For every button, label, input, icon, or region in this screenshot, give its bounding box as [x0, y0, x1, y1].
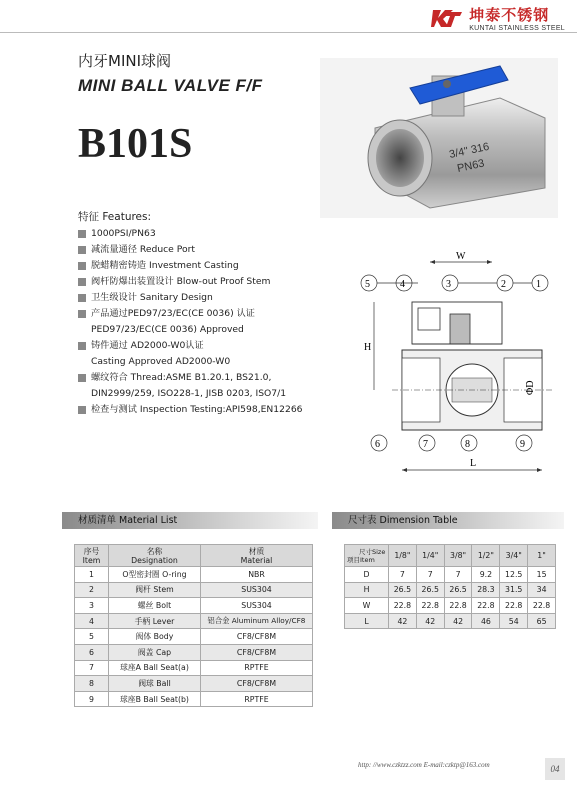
table-row: H 26.5 26.5 26.5 28.3 31.5 34: [345, 582, 556, 598]
page-number: 04: [545, 758, 565, 780]
dimension-table: [344, 544, 556, 629]
callout-3: 3: [446, 279, 451, 290]
table-row: 2 阀杆 Stem SUS304: [75, 582, 313, 598]
ball-valve-image: [320, 58, 558, 218]
brand-name-cn: 坤泰不锈钢: [469, 6, 550, 24]
header-size: 1/2": [472, 545, 500, 567]
table-row: 4 手柄 Lever 铝合金 Aluminum Alloy/CF8: [75, 613, 313, 629]
feature-item: Casting Approved AD2000-W0: [91, 356, 231, 367]
material-table: [74, 544, 313, 707]
brand-logo: [431, 4, 565, 32]
dim-d-label: ΦD: [525, 380, 536, 395]
product-photo: [320, 58, 558, 218]
feature-item: 卫生级设计 Sanitary Design: [78, 290, 303, 306]
feature-item: DIN2999/259, ISO228-1, JISB 0203, ISO7/1: [91, 388, 287, 399]
feature-item: 阀杆防爆出装置设计 Blow-out Proof Stem: [78, 274, 303, 290]
feature-item: 1000PSI/PN63: [78, 226, 303, 242]
table-row: W 22.8 22.8 22.8 22.8 22.8 22.8: [345, 598, 556, 614]
header-size: 1": [528, 545, 556, 567]
feature-item: 产品通过PED97/23/EC(CE 0036) 认证: [78, 306, 303, 322]
header-size: 3/8": [444, 545, 472, 567]
header-item: 序号 Item: [75, 545, 109, 567]
header-designation: 名称 Designation: [109, 545, 201, 567]
table-row: 6 阀盖 Cap CF8/CF8M: [75, 644, 313, 660]
feature-item: 脱蜡精密铸造 Investment Casting: [78, 258, 303, 274]
header-size: 1/8": [389, 545, 417, 567]
callout-9: 9: [520, 439, 525, 450]
features-list: [78, 226, 303, 418]
product-title-en: MINI BALL VALVE F/F: [78, 76, 263, 95]
cross-section-drawing: [352, 250, 564, 475]
header-material: 材质 Material: [201, 545, 313, 567]
callout-5: 5: [365, 279, 370, 290]
valve-marking-size: 3/4" 316: [448, 140, 491, 161]
dim-l-label: L: [470, 458, 477, 469]
table-row: 1 O型密封圈 O-ring NBR: [75, 567, 313, 583]
feature-item: 减流量通径 Reduce Port: [78, 242, 303, 258]
callout-2: 2: [501, 279, 506, 290]
callout-1: 1: [536, 279, 541, 290]
table-row: 7 球座A Ball Seat(a) RPTFE: [75, 660, 313, 676]
dimension-table-heading: 尺寸表 Dimension Table: [332, 512, 564, 529]
kt-logo-icon: [431, 6, 463, 30]
valve-marking-pn: PN63: [456, 157, 486, 175]
table-row: 3 螺丝 Bolt SUS304: [75, 598, 313, 614]
dim-w-label: W: [456, 251, 466, 262]
callout-8: 8: [465, 439, 470, 450]
feature-item: 螺纹符合 Thread:ASME B1.20.1, BS21.0,: [78, 370, 303, 386]
table-row: L 42 42 42 46 54 65: [345, 613, 556, 629]
header-corner: 尺寸Size 项目Item: [345, 545, 389, 567]
table-row: D 7 7 7 9.2 12.5 15: [345, 567, 556, 583]
material-list-heading: 材质清单 Material List: [62, 512, 318, 529]
callout-4: 4: [400, 279, 405, 290]
header-divider: [0, 32, 577, 33]
header-size: 3/4": [500, 545, 528, 567]
table-row: 5 阀体 Body CF8/CF8M: [75, 629, 313, 645]
model-number: B101S: [78, 121, 193, 167]
feature-item: 铸件通过 AD2000-W0认证: [78, 338, 303, 354]
callout-6: 6: [375, 439, 380, 450]
dim-h-label: H: [364, 342, 372, 353]
callout-7: 7: [423, 439, 428, 450]
feature-item: PED97/23/EC(CE 0036) Approved: [91, 324, 244, 335]
product-title-cn: 内牙MINI球阀: [78, 52, 172, 70]
features-heading: 特征 Features:: [78, 211, 152, 223]
footer-contact: http: //www.czktzz.com E-mail:czktp@163.com: [358, 761, 490, 769]
feature-item: 检查与测试 Inspection Testing:API598,EN12266: [78, 402, 303, 418]
table-row: 9 球座B Ball Seat(b) RPTFE: [75, 691, 313, 707]
table-row: 8 阀球 Ball CF8/CF8M: [75, 676, 313, 692]
brand-name-en: KUNTAI STAINLESS STEEL: [469, 25, 565, 32]
header-size: 1/4": [416, 545, 444, 567]
